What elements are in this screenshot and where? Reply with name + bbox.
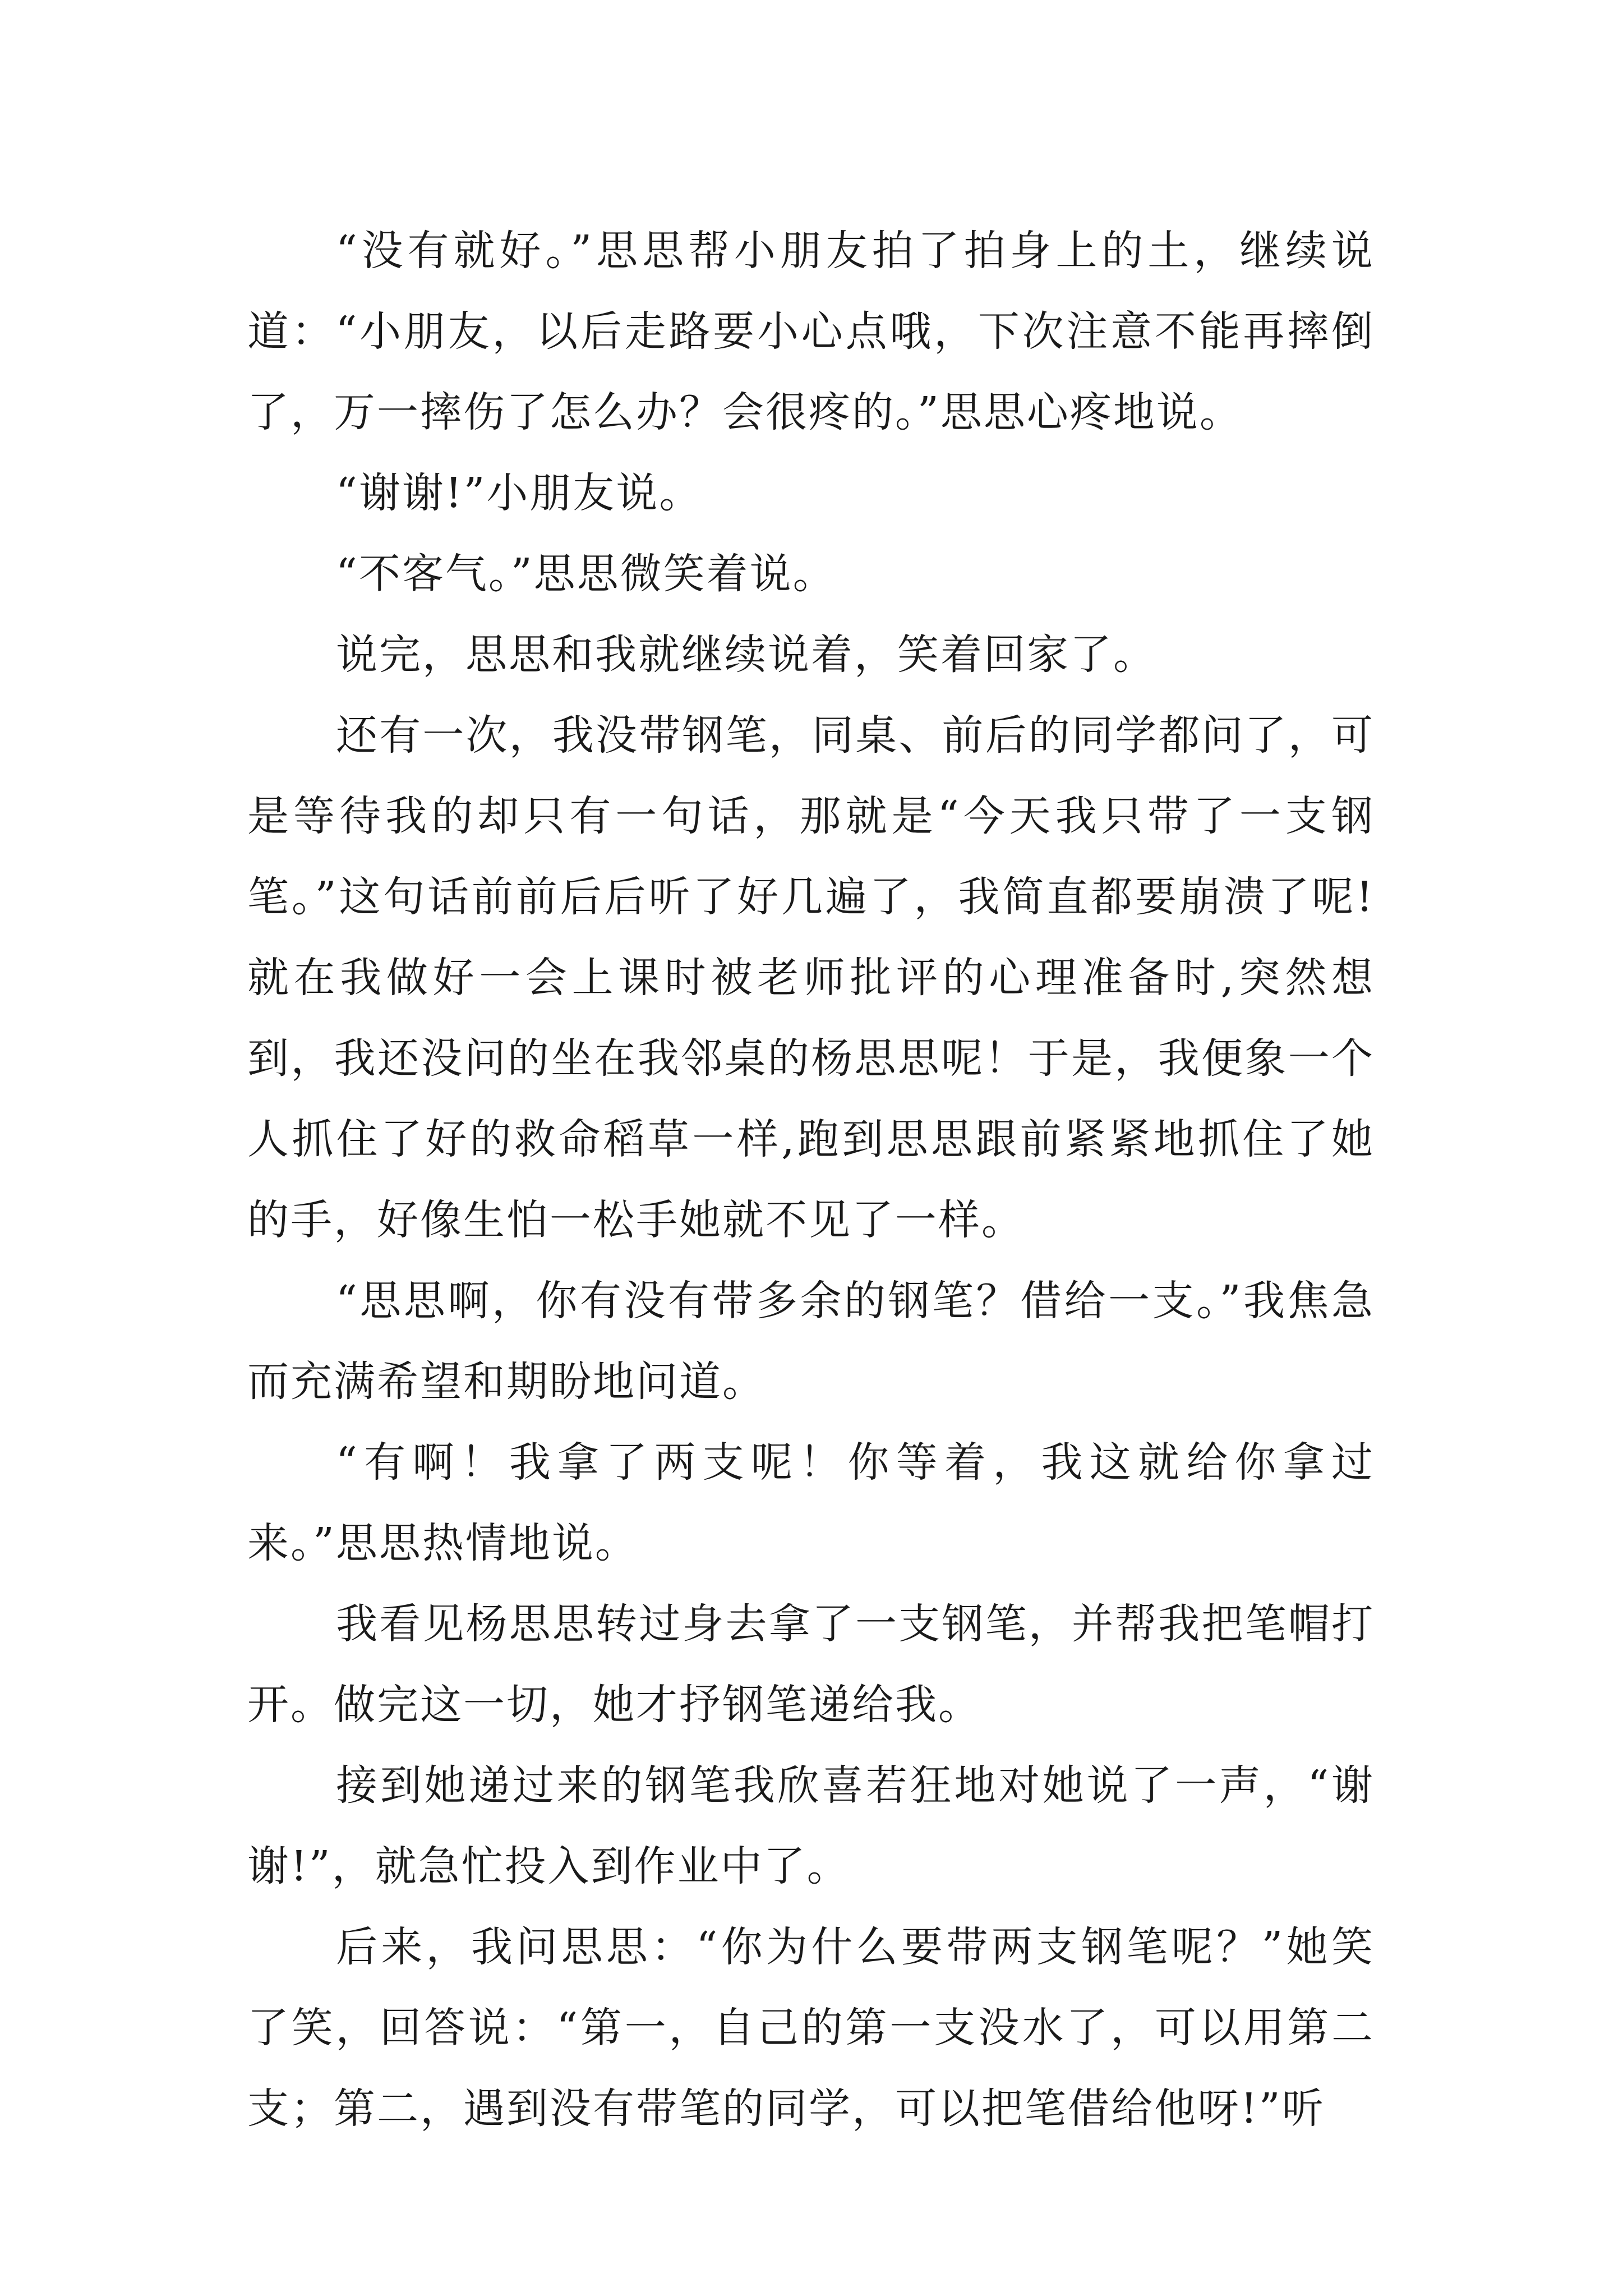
paragraph-6: “思思啊，你有没有带多余的钢笔？借给一支。”我焦急而充满希望和期盼地问道。 xyxy=(247,1277,1375,1406)
paragraph-3: “不客气。”思思微笑着说。 xyxy=(336,550,836,598)
paragraph-5: 还有一次，我没带钢笔，同桌、前后的同学都问了，可是等待我的却只有一句话，那就是“今天我只带了一支钢笔。”这句话前前后后听了好几遍了，我简直都要崩溃了呢!就在我做好一会上课时被老师批评的心理准备时,突然想到，我还没问的坐在我邻桌的杨思思呢！于是，我便象一个人抓住了好的救命稻草一样,跑到思思跟前紧紧地抓住了她的手，好像生怕一松手她就不见了一样。 xyxy=(247,711,1375,1244)
paragraph-8: 我看见杨思思转过身去拿了一支钢笔，并帮我把笔帽打开。做完这一切，她才抒钢笔递给我。 xyxy=(247,1600,1375,1729)
document-body xyxy=(247,210,1375,2149)
paragraph-1: “没有就好。”思思帮小朋友拍了拍身上的土，继续说道：“小朋友，以后走路要小心点哦，下次注意不能再摔倒了，万一摔伤了怎么办？会很疼的。”思思心疼地说。 xyxy=(247,227,1375,436)
paragraph-7: “有啊！我拿了两支呢！你等着，我这就给你拿过来。”思思热情地说。 xyxy=(247,1438,1375,1567)
paragraph-9: 接到她递过来的钢笔我欣喜若狂地对她说了一声，“谢谢!”，就急忙投入到作业中了。 xyxy=(247,1761,1375,1890)
paragraph-4: 说完，思思和我就继续说着，笑着回家了。 xyxy=(336,631,1156,679)
paragraph-2: “谢谢!”小朋友说。 xyxy=(336,469,703,517)
paragraph-10: 后来，我问思思：“你为什么要带两支钢笔呢？”她笑了笑，回答说：“第一，自己的第一支没水了，可以用第二支；第二，遇到没有带笔的同学，可以把笔借给他呀!”听 xyxy=(247,1923,1375,2133)
